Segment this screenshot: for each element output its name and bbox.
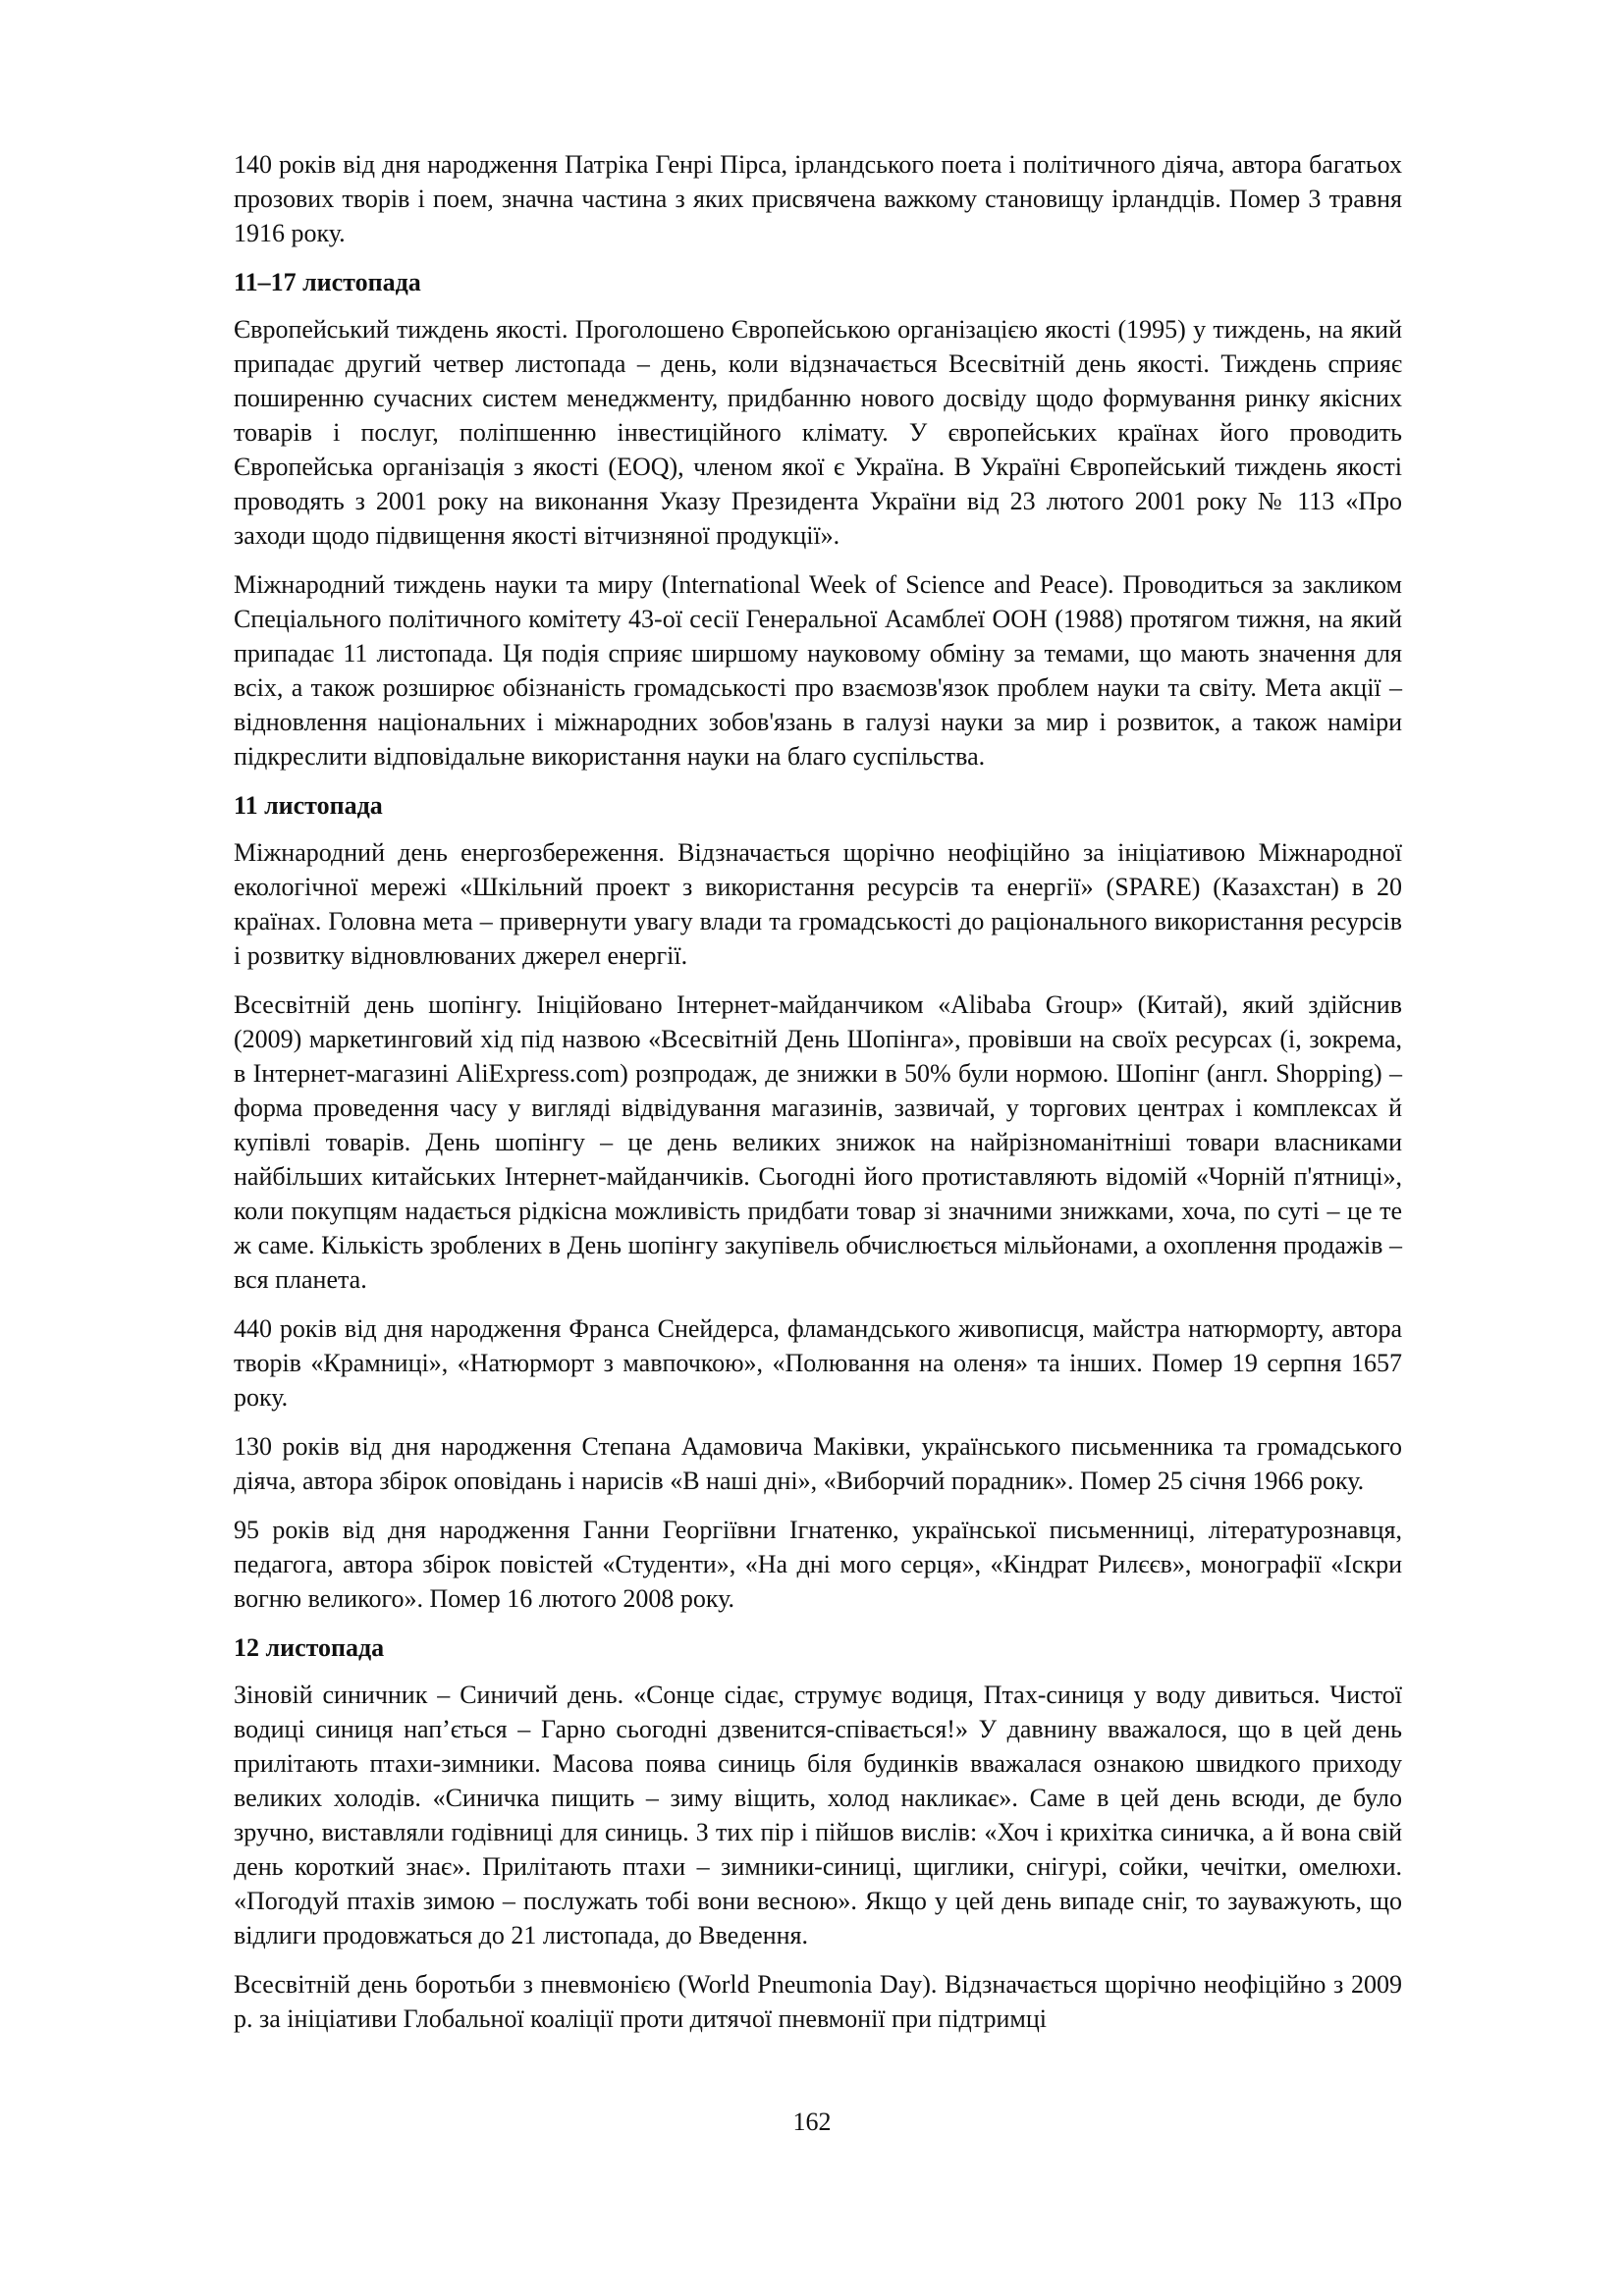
paragraph-pneumonia-day: Всесвітній день боротьби з пневмонією (World Pneumonia Day). Відзначається щорічно неофіційно з 2009 р. за ініціативи Глобальної коаліції проти дитячої пневмонії при підтримці xyxy=(234,1970,1402,2033)
paragraph-european-quality-week: Європейський тиждень якості. Проголошено Європейською організацією якості (1995) у тиждень, на який припадає другий четвер листопада – день, коли відзначається Всесвітній день якості. Тиждень сприяє поширенню сучасних систем менеджменту, придбанню нового досвіду щодо формування ринку якісних товарів і послуг, поліпшенню інвестиційного клімату. У європейських країнах його проводить Європейська організація з якості (EOQ), членом якої є Україна. В Україні Європейський тиждень якості проводять з 2001 року на виконання Указу Президента України від 23 лютого 2001 року № 113 «Про заходи щодо підвищення якості вітчизняної продукції». xyxy=(234,315,1402,550)
document-page xyxy=(234,147,1402,2051)
date-heading-12-november: 12 листопада xyxy=(234,1633,385,1662)
paragraph-energy-saving-day: Міжнародний день енергозбереження. Відзначається щорічно неофіційно за ініціативою Міжнародної екологічної мережі «Шкільний проект з використання ресурсів та енергії» (SPARE) (Казахстан) в 20 країнах. Головна мета – привернути увагу влади та громадськості до раціонального використання ресурсів і розвитку відновлюваних джерел енергії. xyxy=(234,838,1402,970)
paragraph-shopping-day: Всесвітній день шопінгу. Ініційовано Інтернет-майданчиком «Alibaba Group» (Китай), який здійснив (2009) маркетинговий хід під назвою «Всесвітній День Шопінга», провівши на своїх ресурсах (і, зокрема, в Інтернет-магазині AliExpress.com) розпродаж, де знижки в 50% були нормою. Шопінг (англ. Shopping) – форма проведення часу у вигляді відвідування магазинів, зазвичай, у торгових центрах і комплексах й купівлі товарів. День шопінгу – це день великих знижок на найрізноманітніші товари власниками найбільших китайських Інтернет-майданчиків. Сьогодні його протиставляють відомій «Чорній п'ятниці», коли покупцям надається рідкісна можливість придбати товар зі значними знижками, хоча, по суті – це те ж саме. Кількість зроблених в День шопінгу закупівель обчислюється мільйонами, а охоплення продажів – вся планета. xyxy=(234,990,1402,1294)
paragraph-synychnyk: Зіновій синичник – Синичий день. «Сонце сідає, струмує водиця, Птах-синиця у воду дивиться. Чистої водиці синиця нап’ється – Гарно сьогодні дзвенится-співається!» У давнину вважалося, що в цей день прилітають птахи-зимники. Масова поява синиць біля будинків вважалася ознакою швидкого приходу великих холодів. «Синичка пищить – зиму віщить, холод накликає». Саме в цей день всюди, де було зручно, виставляли годівниці для синиць. З тих пір і пійшов вислів: «Хоч і крихітка синичка, а й вона свій день короткий знає». Прилітають птахи – зимники-синиці, щиглики, снігурі, сойки, чечітки, омелюхи. «Погодуй птахів зимою – послужать тобі вони весною». Якщо у цей день випаде сніг, то зауважують, що відлиги продовжаться до 21 листопада, до Введення. xyxy=(234,1681,1402,1949)
paragraph-pirs: 140 років від дня народження Патріка Генрі Пірса, ірландського поета і політичного діяча, автора багатьох прозових творів і поем, значна частина з яких присвячена важкому становищу ірландців. Помер 3 травня 1916 року. xyxy=(234,150,1402,247)
paragraph-snyders: 440 років від дня народження Франса Снейдерса, фламандського живописця, майстра натюрморту, автора творів «Крамниці», «Натюрморт з мавпочкою», «Полювання на оленя» та інших. Помер 19 серпня 1657 року. xyxy=(234,1314,1402,1412)
page-number: 162 xyxy=(792,2108,832,2136)
date-heading-11-november: 11 листопада xyxy=(234,791,383,820)
paragraph-makivka: 130 років від дня народження Степана Адамовича Маківки, українського письменника та громадського діяча, автора збірок оповідань і нарисів «В наші дні», «Виборчий порадник». Помер 25 січня 1966 року. xyxy=(234,1432,1402,1495)
date-heading-11-17-november: 11–17 листопада xyxy=(234,268,421,296)
paragraph-science-peace-week: Міжнародний тиждень науки та миру (International Week of Science and Peace). Проводиться за закликом Спеціального політичного комітету 43-ої сесії Генеральної Асамблеї ООН (1988) протягом тижня, на який припадає 11 листопада. Ця подія сприяє ширшому науковому обміну за темами, що мають значення для всіх, а також розширює обізнаність громадськості про взаємозв'язок проблем науки та світу. Мета акції – відновлення національних і міжнародних зобов'язань в галузі науки за мир і розвиток, а також наміри підкреслити відповідальне використання науки на благо суспільства. xyxy=(234,570,1402,771)
paragraph-ignatenko: 95 років від дня народження Ганни Георгіївни Ігнатенко, української письменниці, літературознавця, педагога, автора збірок повістей «Студенти», «На дні мого серця», «Кіндрат Рилєєв», монографії «Іскри вогню великого». Помер 16 лютого 2008 року. xyxy=(234,1516,1402,1613)
